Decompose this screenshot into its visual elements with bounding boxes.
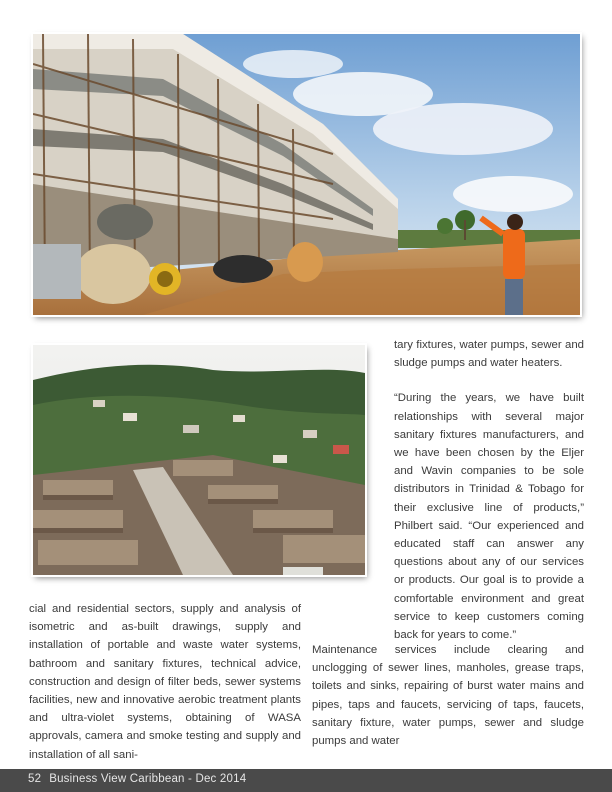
page-number: 52 (28, 773, 42, 785)
housing-development-photo (33, 345, 365, 575)
article-paragraph: tary fixtures, water pumps, sewer and sludge pumps and water heaters. (394, 339, 584, 370)
article-paragraph-quote: “During the years, we have built relationships with several major sanitary fixtures manufacturers, and we have been chosen by the Eljer and Wavin companies to be sole distributors in Trinidad & Tobago for their exclusive line of products,” Philbert said. “Our experienced and educated staff can answer any questions about any of our services or products. Our goal is to provide a comfortable environment and great service to keep customers coming back for years to come.” (394, 392, 584, 642)
publication-name: Business View Caribbean - Dec 2014 (49, 773, 247, 785)
footer-text (28, 773, 246, 785)
page-footer (0, 769, 612, 792)
construction-site-photo (33, 34, 580, 315)
article-paragraph-maintenance: Maintenance services include clearing and unclogging of sewer lines, manholes, grease traps, toilets and sinks, repairing of burst water mains and pipes, taps and faucets, servicing of taps, faucets, sanitary fixture, water pumps, sewer and sludge pumps and water (312, 644, 584, 748)
article-column-left-bottom (29, 600, 301, 764)
article-column-right-top (394, 336, 584, 644)
article-paragraph: cial and residential sectors, supply and analysis of isometric and as-built drawings, supply and installation of portable and waste water systems, bathroom and sanitary fixtures, technical advice, construction and design of filter beds, sewer systems facilities, new and innovative aerobic treatment plants and ultra-violet systems, obtaining of WASA approvals, camera and smoke testing and supply and installation of all sani- (29, 603, 301, 761)
article-column-right-bottom (312, 641, 584, 750)
